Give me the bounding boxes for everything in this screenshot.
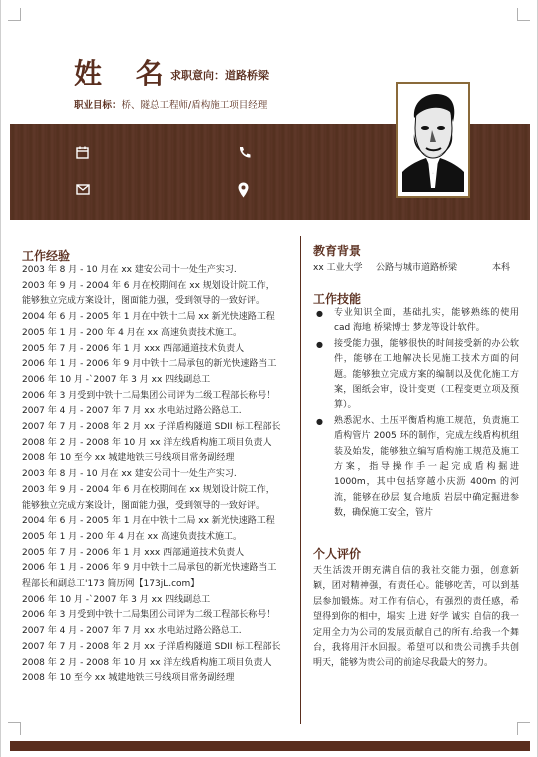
work-line: 2003 年 8 月 - 10 月在 xx 建安公司十一处生产实习. bbox=[22, 265, 237, 275]
work-list bbox=[22, 263, 294, 687]
resume-name: 姓 名 bbox=[74, 57, 176, 90]
career-goal bbox=[74, 97, 267, 111]
work-line: 2006 年 1 月 - 2006 年 9 月中铁十二局承包的新光快速路当工 bbox=[22, 359, 277, 370]
career-goal-label: 职业目标： bbox=[74, 100, 122, 111]
work-line: 2005 年 7 月 - 2006 年 1 月 xxx 西部通道技术负责人 bbox=[22, 547, 245, 558]
work-line: 2003 年 9 月 - 2004 年 6 月在校期间在 xx 规划设计院工作， bbox=[22, 484, 275, 495]
education-school: xx 工业大学 bbox=[313, 263, 363, 273]
education-title: 教育背景 bbox=[313, 244, 362, 258]
work-line: 2004 年 6 月 - 2005 年 1 月在中铁十二局 xx 新光快速路工程 bbox=[22, 312, 275, 323]
crop-mark bbox=[517, 8, 530, 21]
work-line: 2003 年 9 月 - 2004 年 6 月在校期间在 xx 规划设计院工作， bbox=[22, 280, 275, 291]
skills-title: 工作技能 bbox=[313, 292, 362, 306]
work-line: 2006 年 10 月 -`2007 年 3 月 xx 四线副总工 bbox=[22, 594, 211, 605]
work-line: 2008 年 10 至今 xx 城建地铁三号线项目常务副经理 bbox=[22, 673, 235, 684]
work-line: 2008 年 10 至今 xx 城建地铁三号线项目常务副经理 bbox=[22, 453, 235, 464]
mail-icon bbox=[76, 184, 90, 198]
work-line: 2006 年 10 月 -`2007 年 3 月 xx 四线副总工 bbox=[22, 374, 211, 385]
calendar-icon bbox=[76, 146, 89, 162]
work-line: 2003 年 8 月 - 10 月在 xx 建安公司十一处生产实习. bbox=[22, 469, 237, 480]
skills-list bbox=[314, 306, 519, 522]
skill-item: ● 接受能力强，能够很快的时间接受新的办公软件，能够在工地解决长见施工技术方面的问题。能够独立完成方案的编制以及优化施工方案，图纸会审，设计变更（工程变更立项及预算）。 bbox=[314, 337, 519, 414]
work-line: 2007 年 4 月 - 2007 年 7 月 xx 水电站过路公路总工. bbox=[22, 626, 242, 637]
work-line: 程部长和副总工'173 简历网【173jL.com】 bbox=[22, 579, 200, 590]
work-line: 2008 年 2 月 - 2008 年 10 月 xx 洋左线盾构施工项目负责人 bbox=[22, 437, 272, 448]
evaluation-text: 天生活泼开朗充满自信的我社交能力强，创意新颖，团对精神强，有责任心。能够吃苦，可以到基层参加锻炼。对工作有信心，有强烈的责任感，希望得到你的相中，塌实 上进 好学 诚实 自信的我一定用全力为公司的发展贡献自己的所有.给我一个舞台，我将用汗水回报。希望可以和贵公司携手共创明天，能够为贵公司的前途尽我最大的努力。 bbox=[313, 566, 519, 669]
work-line: 2006 年 1 月 - 2006 年 9 月中铁十二局承包的新光快速路当工 bbox=[22, 563, 277, 574]
skill-item: ● 专业知识全面，基础扎实，能够熟练的使用 cad 海地 桥梁博士 梦龙等设计软件。 bbox=[314, 306, 519, 337]
job-intent: 求职意向：道路桥梁 bbox=[170, 69, 269, 82]
work-line: 2006 年 3 月受到中铁十二局集团公司评为二级工程部长称号！ bbox=[22, 390, 276, 401]
phone-icon bbox=[238, 146, 251, 162]
work-line: 2007 年 7 月 - 2008 年 2 月 xx 子洋盾构隧道 SDII 标工程部长 bbox=[22, 641, 281, 652]
work-line: 2005 年 7 月 - 2006 年 1 月 xxx 西部通道技术负责人 bbox=[22, 343, 245, 354]
work-line: 2007 年 7 月 - 2008 年 2 月 xx 子洋盾构隧道 SDII 标工程部长 bbox=[22, 422, 281, 433]
crop-mark bbox=[8, 8, 21, 21]
work-title: 工作经验 bbox=[22, 249, 71, 263]
work-line: 2006 年 3 月受到中铁十二局集团公司评为二级工程部长称号！ bbox=[22, 610, 276, 621]
crop-mark bbox=[8, 722, 21, 735]
skill-item: ● 熟悉泥水、土压平衡盾构施工规范，负责施工盾构管片 2005 环的制作，完成左线盾构机组装及始发，能够独立编写盾构施工规范及施工方案，指导操作手一起完成盾构掘进 1000m，其中包括穿越小庆沥 400m 的河流，能够在砂层 复合地质 岩层中确定掘进参数，确保施工安全，管片 bbox=[314, 414, 519, 522]
work-line: 2004 年 6 月 - 2005 年 1 月在中铁十二局 xx 新光快速路工程 bbox=[22, 516, 275, 527]
work-line: 2008 年 2 月 - 2008 年 10 月 xx 洋左线盾构施工项目负责人 bbox=[22, 657, 272, 668]
education-major: 公路与城市道路桥梁 bbox=[376, 263, 458, 273]
work-line: 2005 年 1 月 - 200 年 4 月在 xx 高速负责技术施工。 bbox=[22, 327, 243, 338]
crop-mark bbox=[517, 722, 530, 735]
evaluation-title: 个人评价 bbox=[313, 547, 362, 561]
column-divider bbox=[300, 236, 301, 724]
work-line: 2007 年 4 月 - 2007 年 7 月 xx 水电站过路公路总工. bbox=[22, 406, 242, 417]
education-degree: 本科 bbox=[492, 263, 511, 273]
profile-photo bbox=[396, 82, 470, 198]
work-line: 能够独立完成方案设计，图面能力强，受到领导的一致好评。 bbox=[22, 296, 266, 307]
location-icon bbox=[238, 182, 249, 201]
footer-bar bbox=[10, 741, 530, 751]
career-goal-value: 桥、隧总工程师/盾构施工项目经理 bbox=[121, 100, 268, 111]
work-line: 2005 年 1 月 - 200 年 4 月在 xx 高速负责技术施工。 bbox=[22, 531, 243, 542]
work-line: 能够独立完成方案设计，图面能力强，受到领导的一致好评。 bbox=[22, 500, 266, 511]
